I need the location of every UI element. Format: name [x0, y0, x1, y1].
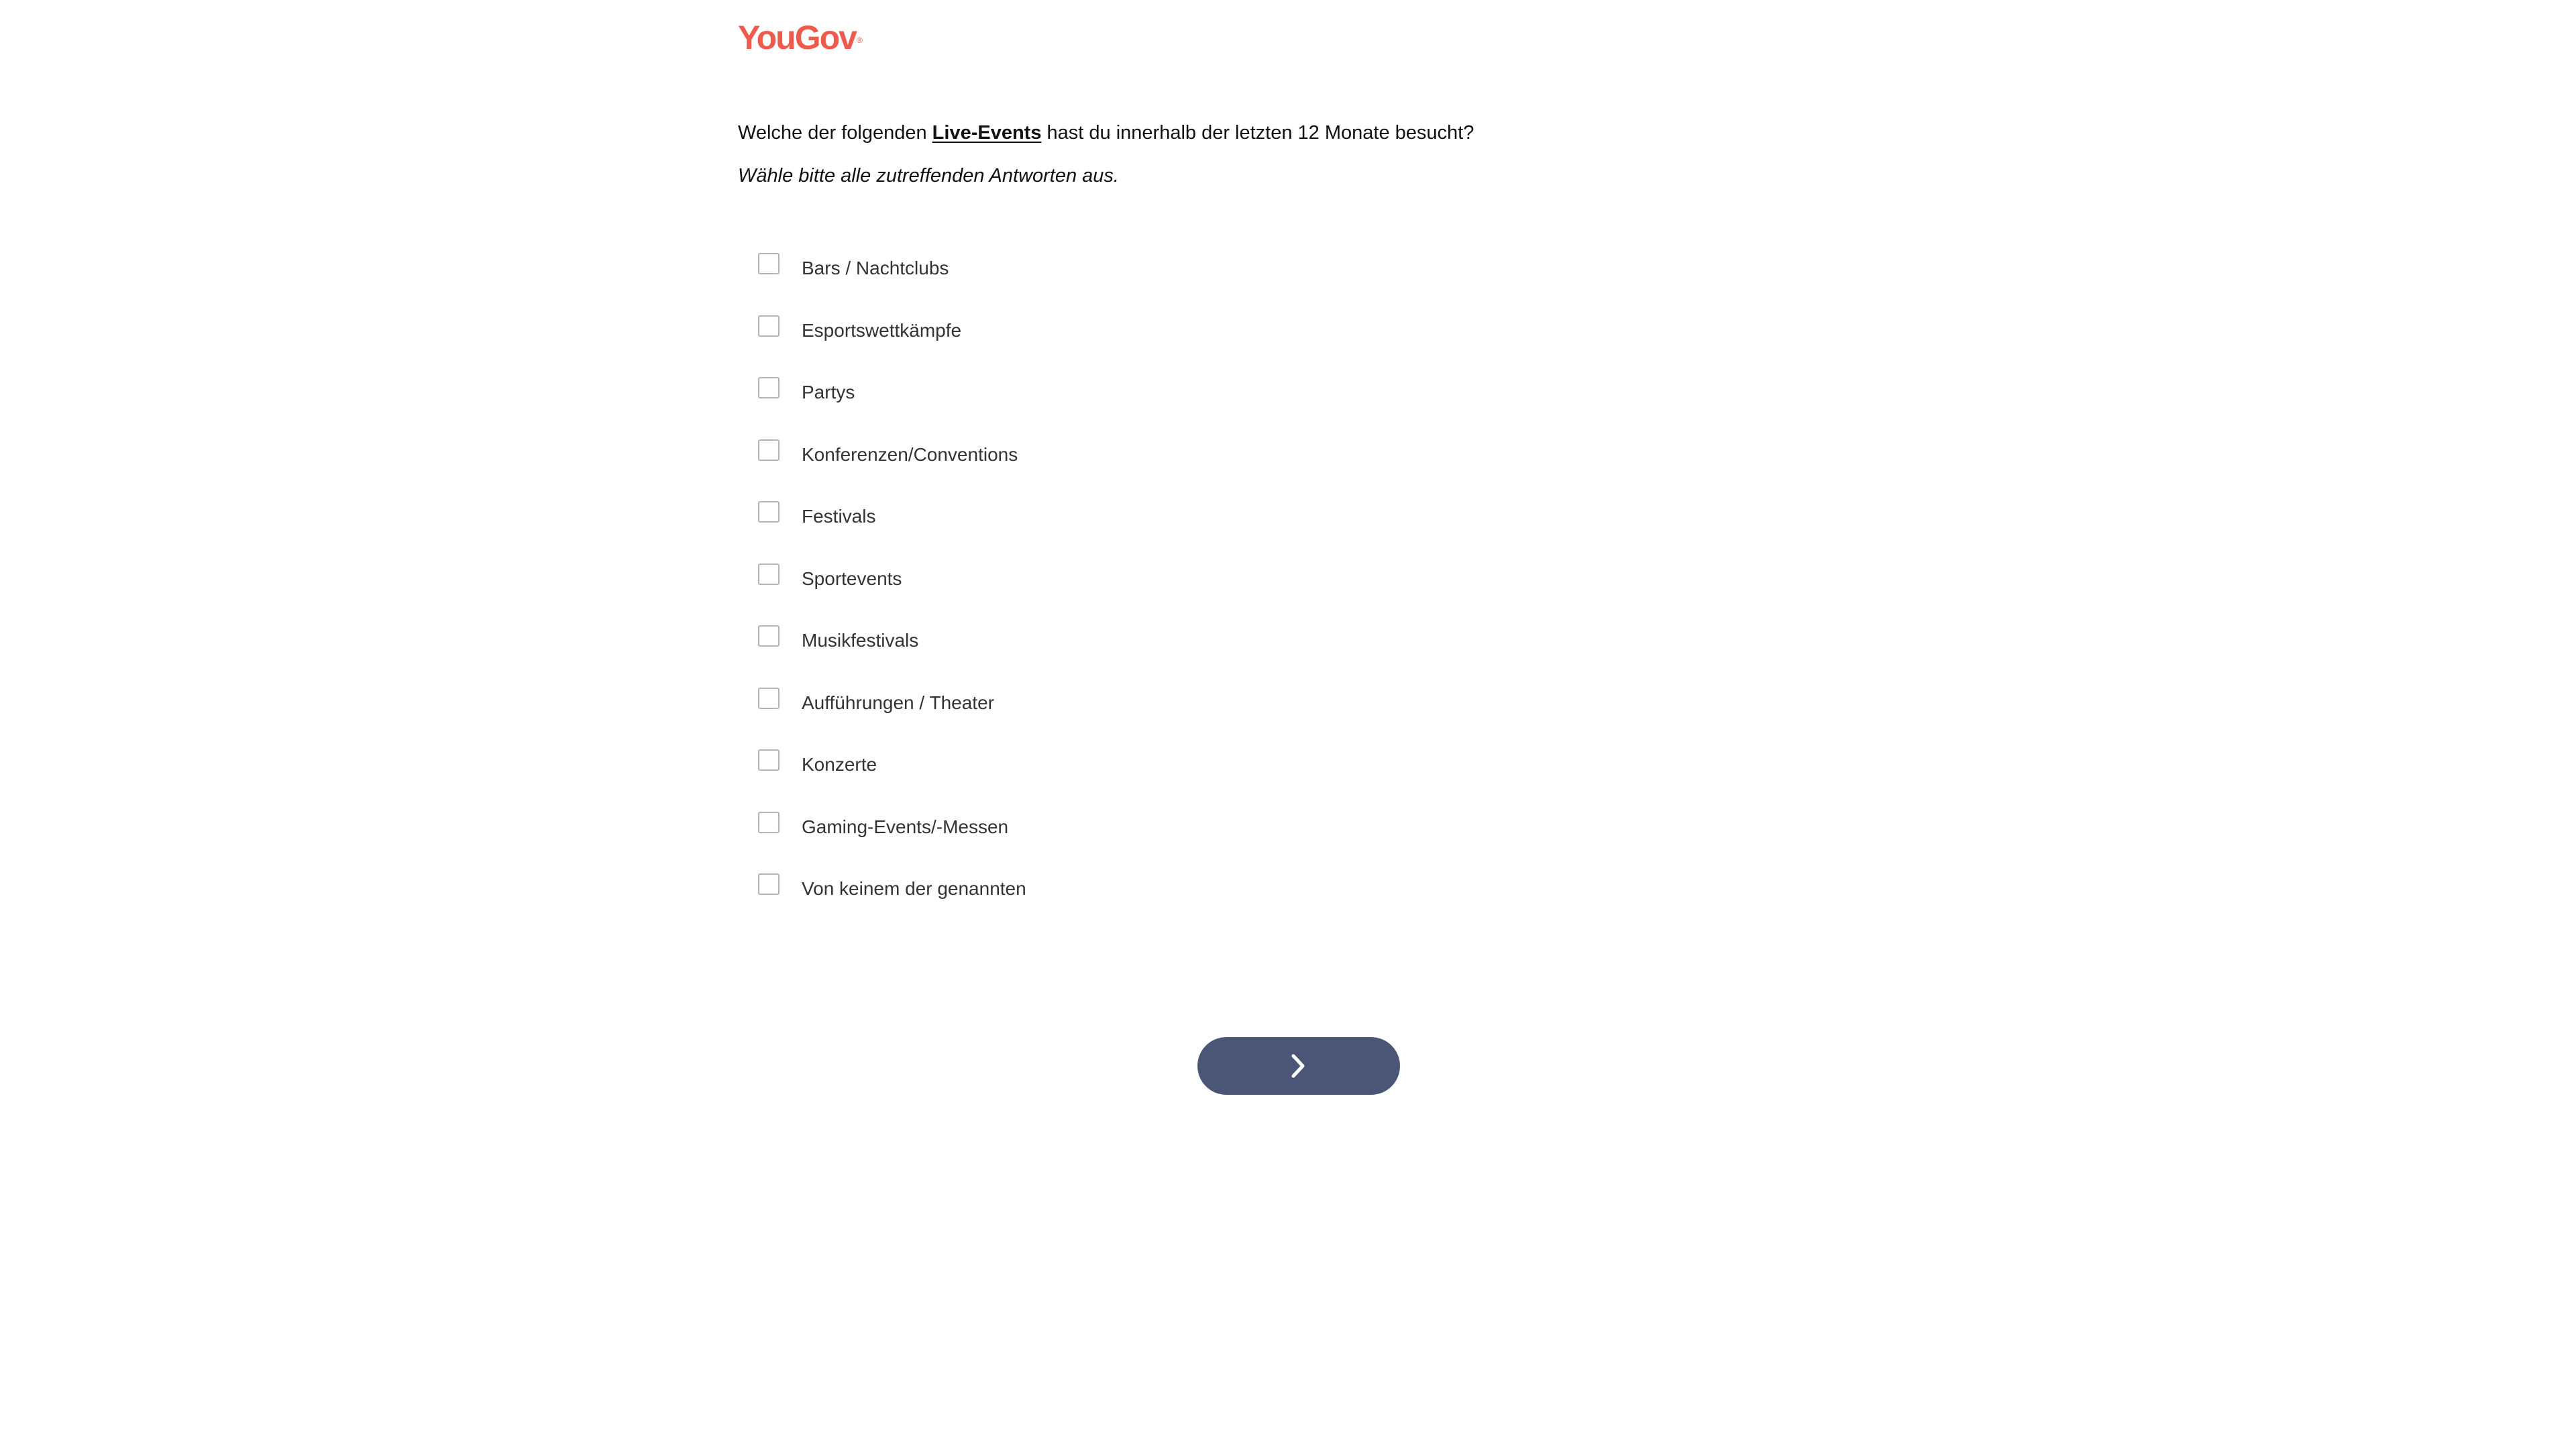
option-sportevents[interactable] [758, 559, 1563, 621]
option-label[interactable]: Gaming-Events/-Messen [802, 816, 1009, 837]
checkbox[interactable] [758, 688, 780, 709]
next-button[interactable] [1197, 1037, 1400, 1095]
option-label[interactable]: Bars / Nachtclubs [802, 258, 949, 278]
question-emphasis: Live-Events [932, 122, 1042, 144]
question-instruction: Wähle bitte alle zutreffenden Antworten aus. [738, 165, 1119, 186]
checkbox[interactable] [758, 625, 780, 647]
checkbox[interactable] [758, 439, 780, 461]
option-label[interactable]: Musikfestivals [802, 630, 919, 651]
question-text [738, 119, 1474, 146]
options-list [758, 248, 1563, 931]
option-partys[interactable] [758, 372, 1563, 435]
option-bars-nachtclubs[interactable] [758, 248, 1563, 311]
checkbox[interactable] [758, 812, 780, 833]
option-label[interactable]: Von keinem der genannten [802, 878, 1026, 899]
checkbox[interactable] [758, 315, 780, 337]
option-von-keinem[interactable] [758, 869, 1563, 931]
checkbox[interactable] [758, 749, 780, 771]
yougov-logo [738, 17, 863, 58]
option-label[interactable]: Konferenzen/Conventions [802, 443, 1018, 465]
option-festivals[interactable] [758, 496, 1563, 559]
option-label[interactable]: Esportswettkämpfe [802, 319, 962, 341]
option-musikfestivals[interactable] [758, 621, 1563, 683]
logo-text: YouGov [738, 19, 856, 56]
question-suffix: hast du innerhalb der letzten 12 Monate besucht? [1041, 122, 1474, 144]
option-label[interactable]: Festivals [802, 506, 876, 527]
option-konferenzen-conventions[interactable] [758, 435, 1563, 497]
option-label[interactable]: Partys [802, 382, 855, 402]
checkbox[interactable] [758, 564, 780, 585]
option-gaming-events-messen[interactable] [758, 807, 1563, 869]
checkbox[interactable] [758, 377, 780, 398]
chevron-right-icon [1290, 1053, 1307, 1079]
option-konzerte[interactable] [758, 745, 1563, 807]
registered-mark: ® [856, 36, 863, 45]
question-prefix: Welche der folgenden [738, 122, 932, 144]
checkbox[interactable] [758, 501, 780, 523]
option-auffuehrungen-theater[interactable] [758, 683, 1563, 745]
option-esportswettkaempfe[interactable] [758, 311, 1563, 373]
option-label[interactable]: Konzerte [802, 754, 877, 775]
option-label[interactable]: Aufführungen / Theater [802, 692, 994, 713]
checkbox[interactable] [758, 873, 780, 895]
option-label[interactable]: Sportevents [802, 568, 902, 589]
checkbox[interactable] [758, 253, 780, 274]
